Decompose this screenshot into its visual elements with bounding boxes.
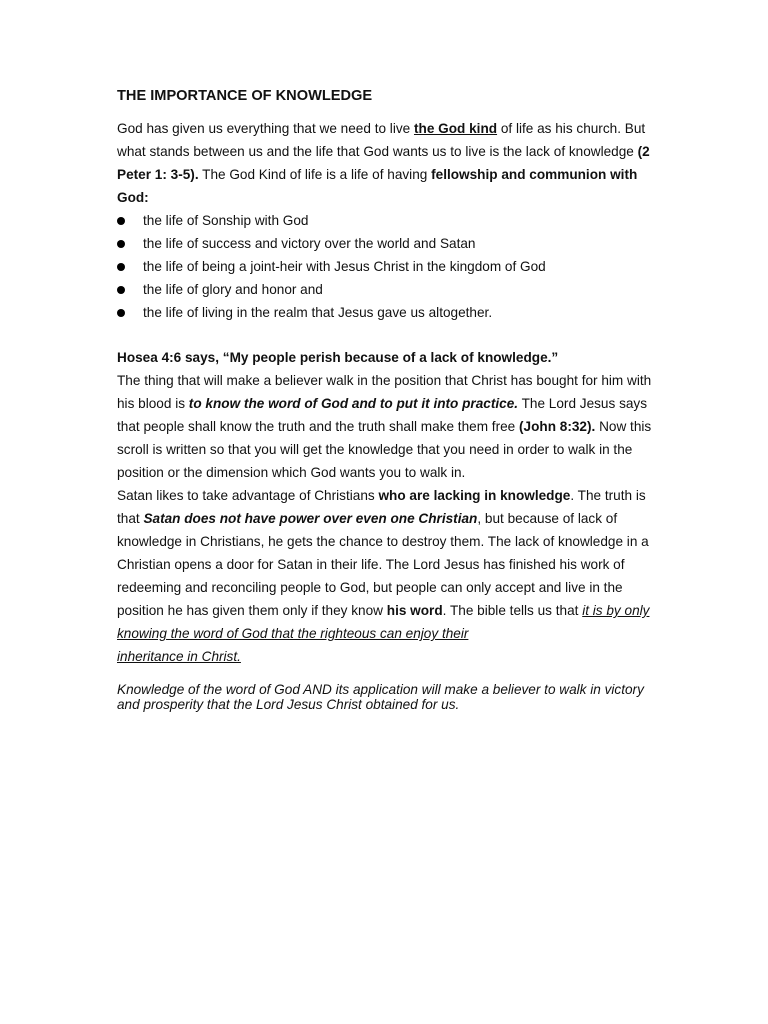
list-item-text: the life of living in the realm that Jesus gave us altogether. [143, 305, 493, 320]
scripture-reference-john: (John 8:32). [519, 419, 596, 434]
know-word-emphasis: to know the word of God and to put it into practice. [188, 396, 519, 411]
intro-paragraph [117, 117, 657, 209]
bullet-icon [117, 217, 125, 225]
god-kind-emphasis: the God kind [413, 121, 498, 136]
list-item-text: the life of Sonship with God [143, 213, 309, 228]
bullet-icon [117, 286, 125, 294]
list-item [117, 301, 657, 324]
body-text-4: Satan likes to take advantage of Christians [117, 488, 379, 503]
bullet-icon [117, 263, 125, 271]
intro-text-2: of life as his church. But what stands between us and the life that God wants us to live is the lack of knowledge [117, 121, 646, 159]
document-body [117, 87, 657, 712]
intro-text-1: God has given us everything that we need to live [117, 121, 414, 136]
body-text-2: The Lord Jesus says that people shall know the truth and the truth shall make them free [117, 396, 648, 434]
body-paragraph [117, 369, 657, 668]
list-item [117, 278, 657, 301]
fellowship-emphasis: fellowship and communion with God: [117, 167, 638, 205]
body-text-5: . The truth is that [117, 488, 646, 526]
list-item [117, 232, 657, 255]
list-item-text: the life of glory and honor and [143, 282, 323, 297]
list-item [117, 209, 657, 232]
body-text-7: . The bible tells us that [442, 603, 583, 618]
bullet-icon [117, 309, 125, 317]
bullet-icon [117, 240, 125, 248]
satan-power-emphasis: Satan does not have power over even one Christian [143, 511, 478, 526]
life-list [117, 209, 657, 324]
righteous-enjoy-emphasis: it is by only knowing the word of God that the righteous can enjoy their [117, 603, 650, 641]
list-item-text: the life of being a joint-heir with Jesus Christ in the kingdom of God [143, 259, 546, 274]
list-item [117, 255, 657, 278]
scripture-reference-peter: (2 Peter 1: 3-5). [117, 144, 650, 182]
body-text-1: The thing that will make a believer walk in the position that Christ has bought for him with his blood is [117, 373, 652, 411]
closing-statement: Knowledge of the word of God AND its application will make a believer to walk in victory and prosperity that the Lord Jesus Christ obtained for us. [117, 682, 644, 712]
document-title: THE IMPORTANCE OF KNOWLEDGE [117, 88, 373, 104]
body-text-3: Now this scroll is written so that you will get the knowledge that you need in order to walk in the position or the dimension which God wants you to walk in. [117, 419, 652, 480]
body-text-6: , but because of lack of knowledge in Christians, he gets the chance to destroy them. The lack of knowledge in a Christian opens a door for Satan in their life. The Lord Jesus has finished his work of redeeming and reconciling people to God, but people can only accept and live in the position he has given them only if they know [117, 511, 649, 618]
lacking-knowledge-emphasis: who are lacking in knowledge [378, 488, 571, 503]
his-word-emphasis: his word [386, 603, 443, 618]
intro-text-3: The God Kind of life is a life of having [198, 167, 432, 182]
list-item-text: the life of success and victory over the world and Satan [143, 236, 476, 251]
hosea-heading: Hosea 4:6 says, “My people perish because of a lack of knowledge.” [117, 350, 559, 365]
inheritance-emphasis: inheritance in Christ. [117, 649, 241, 664]
